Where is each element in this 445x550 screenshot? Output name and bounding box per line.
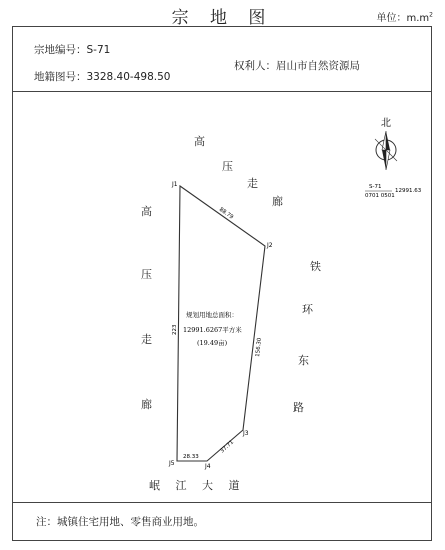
edge-length-label: 37.71 — [219, 439, 236, 455]
map-number: 地籍图号：3328.40-498.50 — [34, 71, 171, 83]
footnote: 注：城镇住宅用地、零售商业用地。 — [36, 516, 204, 528]
road-left-char: 走 — [141, 333, 152, 346]
north-arrow-icon — [375, 131, 397, 170]
vertex-label: J2 — [267, 242, 273, 249]
unit-label: 单位：$m.m^2$ — [376, 11, 433, 24]
road-right-char: 铁 — [310, 260, 321, 273]
road-top-char: 高 — [194, 135, 205, 148]
edge-length-label: 156.30 — [255, 337, 264, 358]
road-right-char: 东 — [298, 354, 309, 367]
parcel-boundary — [177, 186, 265, 461]
road-right-char: 路 — [293, 401, 304, 414]
edge-length-label: 223 — [172, 324, 178, 335]
road-top-char: 廊 — [272, 195, 283, 208]
road-left-char: 压 — [141, 268, 152, 281]
area-title: 规划用地总面积： — [186, 311, 238, 319]
road-right-char: 环 — [302, 303, 313, 316]
road-left-char: 高 — [141, 205, 152, 218]
road-top-char: 压 — [222, 160, 233, 173]
vertex-label: J1 — [172, 181, 178, 188]
legend-code: S-71 — [369, 184, 382, 190]
parcel-number: 宗地编号：S-71 — [34, 44, 111, 56]
vertex-label: J3 — [243, 430, 249, 437]
road-top-char: 走 — [247, 177, 258, 190]
edge-length-label: 28.33 — [183, 454, 199, 460]
vertex-label: J5 — [169, 460, 175, 467]
legend-area: 12991.63 — [395, 188, 422, 194]
area-mu: (19.49亩) — [197, 339, 228, 347]
edge-length-label: 88.79 — [217, 206, 235, 221]
owner-label: 权利人：眉山市自然资源局 — [234, 60, 360, 72]
north-label: 北 — [381, 118, 391, 129]
page-title: 宗 地 图 — [171, 8, 274, 28]
road-bottom-label: 岷 江 大 道 — [149, 479, 246, 492]
vertex-label: J4 — [205, 463, 211, 470]
legend-sub: 0701 0501 — [365, 193, 395, 199]
road-left-char: 廊 — [141, 398, 152, 411]
area-value: 12991.6267平方米 — [183, 326, 242, 334]
